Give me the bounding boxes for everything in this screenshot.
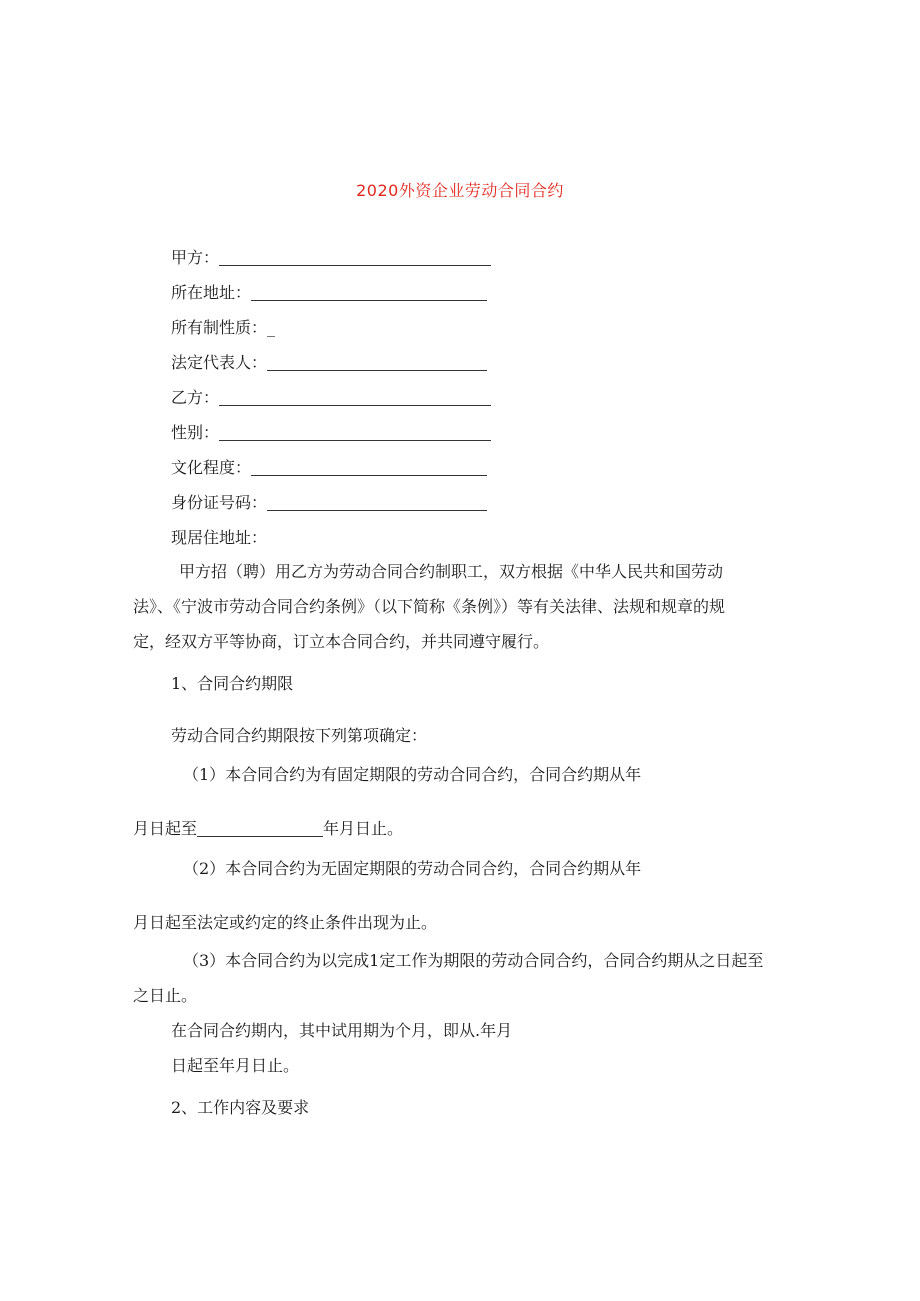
field-label: 文化程度： bbox=[171, 458, 252, 477]
term-item-2: （2）本合同合约为无固定期限的劳动合同合约，合同合约期从年 bbox=[183, 859, 642, 878]
field-label: 身份证号码： bbox=[171, 493, 268, 512]
intro-line-2: 法》、《宁波市劳动合同合约条例》（以下简称《条例》）等有关法律、法规和规章的规 bbox=[133, 597, 726, 616]
date-text: 月日起至 bbox=[133, 819, 198, 838]
blank-line bbox=[267, 494, 487, 511]
probation-line-1: 在合同合约期内，其中试用期为个月，即从.年月 bbox=[171, 1021, 513, 1040]
blank-line bbox=[251, 284, 487, 301]
blank-line bbox=[251, 459, 487, 476]
field-ownership bbox=[171, 317, 275, 339]
field-id-number bbox=[171, 492, 487, 514]
field-label: 所有制性质：_ bbox=[171, 318, 276, 337]
field-legal-rep bbox=[171, 352, 487, 374]
intro-line-3: 定，经双方平等协商，订立本合同合约，并共同遵守履行。 bbox=[133, 632, 550, 651]
section-2-heading: 2、工作内容及要求 bbox=[171, 1098, 310, 1117]
field-label: 所在地址： bbox=[171, 283, 252, 302]
field-gender bbox=[171, 422, 491, 444]
field-label: 甲方： bbox=[171, 248, 220, 267]
section-1-heading: 1、合同合约期限 bbox=[171, 674, 294, 693]
term-item-1-continued bbox=[133, 811, 403, 847]
field-label: 现居住地址： bbox=[171, 528, 268, 547]
date-text: 年月日止。 bbox=[323, 819, 404, 838]
blank-line bbox=[267, 354, 487, 371]
section-1-lead: 劳动合同合约期限按下列第项确定： bbox=[171, 726, 428, 745]
field-address bbox=[171, 282, 487, 304]
term-item-2-continued: 月日起至法定或约定的终止条件出现为止。 bbox=[133, 913, 438, 932]
field-education bbox=[171, 457, 487, 479]
term-item-1: （1）本合同合约为有固定期限的劳动合同合约，合同合约期从年 bbox=[183, 765, 642, 784]
intro-line-1: 甲方招（聘）用乙方为劳动合同合约制职工，双方根据《中华人民共和国劳动 bbox=[179, 562, 724, 581]
term-item-3: （3）本合同合约为以完成1定工作为期限的劳动合同合约，合同合约期从之日起至 bbox=[183, 951, 764, 970]
field-label: 乙方： bbox=[171, 388, 220, 407]
blank-line bbox=[219, 249, 491, 266]
field-party-a bbox=[171, 247, 491, 269]
term-item-3-continued: 之日止。 bbox=[133, 986, 198, 1005]
blank-line bbox=[197, 820, 323, 837]
blank-line bbox=[219, 389, 491, 406]
field-residence bbox=[171, 527, 267, 549]
probation-line-2: 日起至年月日止。 bbox=[171, 1056, 300, 1075]
field-label: 法定代表人： bbox=[171, 353, 268, 372]
field-party-b bbox=[171, 387, 491, 409]
document-title: 2020外资企业劳动合同合约 bbox=[356, 181, 564, 200]
field-label: 性别： bbox=[171, 423, 220, 442]
blank-line bbox=[219, 424, 491, 441]
